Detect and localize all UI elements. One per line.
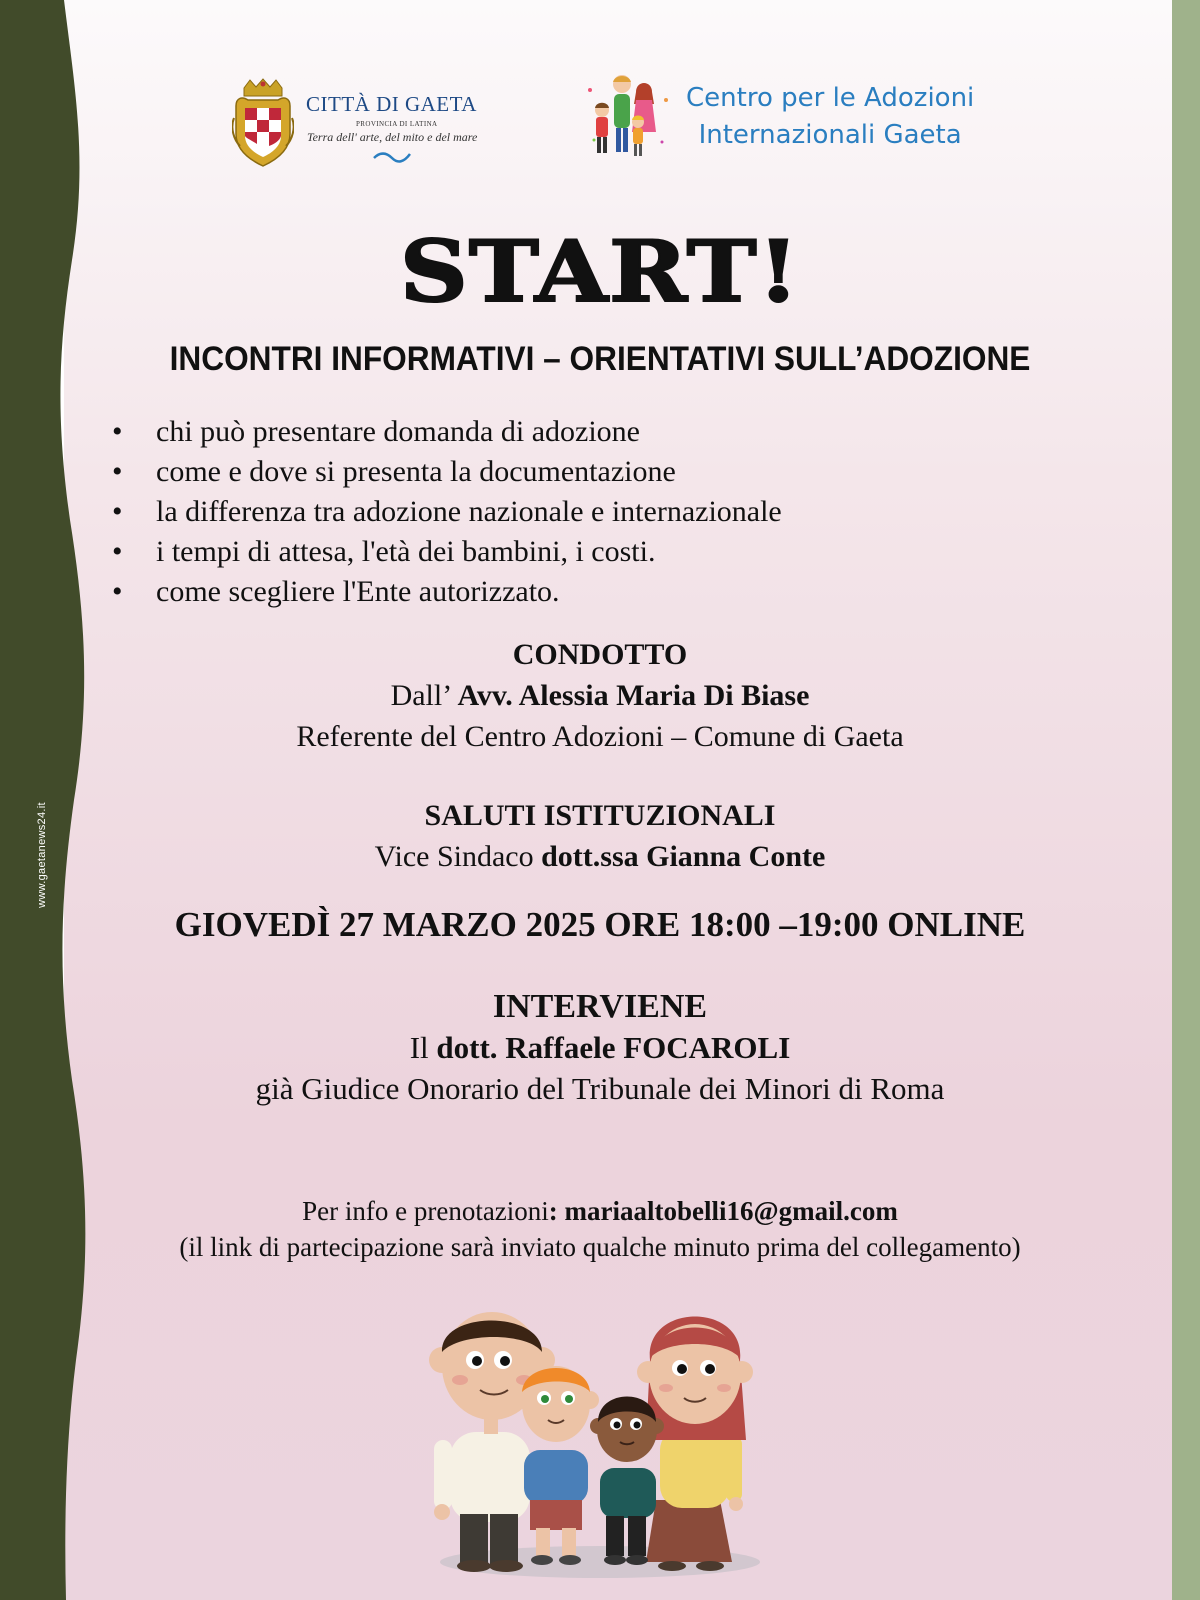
- list-item-text: come scegliere l'Ente autorizzato.: [156, 575, 560, 608]
- city-logo-title: CITTÀ DI GAETA: [306, 92, 477, 116]
- speaker-name: dott. Raffaele FOCAROLI: [436, 1030, 791, 1065]
- list-item: [112, 532, 782, 572]
- event-date-time: GIOVEDÌ 27 MARZO 2025 ORE 18:00 –19:00 ONLINE: [174, 905, 1026, 944]
- list-item: [112, 452, 782, 492]
- adoption-center-name: [686, 80, 974, 154]
- city-of-gaeta-logo: [232, 72, 502, 172]
- info-note: (il link di partecipazione sarà inviato qualche minuto prima del collegamento): [179, 1232, 1021, 1262]
- city-logo-motto: Terra dell' arte, del mito e del mare: [307, 130, 478, 144]
- mother-figure: [637, 1317, 753, 1572]
- list-item-text: i tempi di attesa, l'età dei bambini, i costi.: [156, 535, 656, 568]
- conductor-name: Avv. Alessia Maria Di Biase: [457, 679, 810, 712]
- list-item-text: come e dove si presenta la documentazione: [156, 455, 676, 488]
- family-drawing-icon: [582, 70, 672, 162]
- adoption-center-line2: Internazionali Gaeta: [698, 120, 962, 150]
- info-line: [0, 1193, 1200, 1229]
- child-figure: [513, 1366, 599, 1565]
- info-label: Per info e prenotazioni: [302, 1196, 549, 1226]
- list-item-text: chi può presentare domanda di adozione: [156, 415, 640, 448]
- greetings-heading: SALUTI ISTITUZIONALI: [424, 799, 776, 832]
- speaker-prefix: Il: [409, 1030, 437, 1065]
- conducted-by-section: [0, 634, 1200, 757]
- bullet-icon: •: [112, 535, 123, 568]
- main-title: START!: [399, 222, 801, 321]
- adoption-center-line1: Centro per le Adozioni: [686, 83, 975, 113]
- adoption-center-logo: [582, 70, 1022, 165]
- greetings-section: [0, 795, 1200, 877]
- list-item-text: la differenza tra adozione nazionale e internazionale: [156, 495, 782, 528]
- conducted-prefix: Dall’: [390, 679, 458, 712]
- info-section: [0, 1193, 1200, 1265]
- speaker-section: [0, 986, 1200, 1109]
- conducted-heading: CONDOTTO: [512, 638, 688, 671]
- conductor-role: Referente del Centro Adozioni – Comune di Gaeta: [296, 720, 904, 753]
- subtitle: INCONTRI INFORMATIVI – ORIENTATIVI SULL’ADOZIONE: [169, 340, 1031, 378]
- city-crest-icon: [232, 78, 294, 168]
- contact-email[interactable]: : mariaaltobelli16@gmail.com: [548, 1196, 898, 1226]
- bullet-icon: •: [112, 495, 123, 528]
- list-item: [112, 412, 782, 452]
- speaker-heading: INTERVIENE: [492, 988, 708, 1025]
- bullet-icon: •: [112, 455, 123, 488]
- list-item: [112, 492, 782, 532]
- wave-icon: [372, 150, 412, 164]
- bullet-icon: •: [112, 415, 123, 448]
- topics-list: [112, 412, 782, 612]
- list-item: [112, 572, 782, 612]
- speaker-role: già Giudice Onorario del Tribunale dei Minori di Roma: [255, 1071, 945, 1106]
- speaker-name-line: [0, 1027, 1200, 1068]
- conducted-name-line: [0, 675, 1200, 716]
- bullet-icon: •: [112, 575, 123, 608]
- vice-mayor-name: dott.ssa Gianna Conte: [541, 840, 826, 873]
- greetings-name-line: [0, 836, 1200, 877]
- city-logo-province: PROVINCIA DI LATINA: [356, 120, 438, 128]
- family-illustration: [420, 1300, 780, 1600]
- greetings-prefix: Vice Sindaco: [374, 840, 542, 873]
- watermark-text: www.gaetanews24.it: [36, 802, 48, 908]
